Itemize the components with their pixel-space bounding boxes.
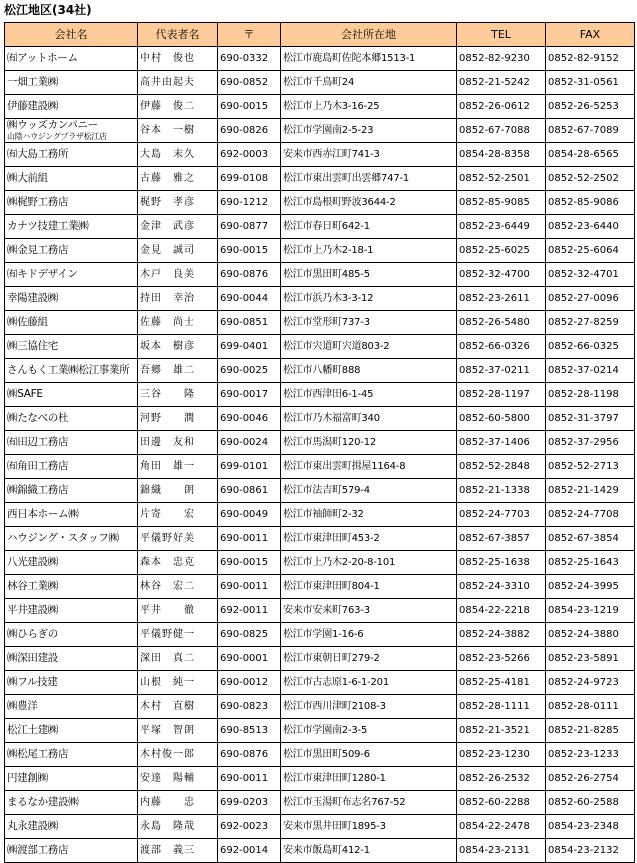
fax-cell: 0852-24-9723	[546, 671, 635, 695]
table-row	[5, 287, 635, 311]
header-representative: 代表者名	[138, 23, 218, 47]
fax-cell: 0852-24-3880	[546, 623, 635, 647]
tel-cell: 0852-37-0211	[457, 359, 546, 383]
tel-cell: 0852-52-2848	[457, 455, 546, 479]
tel-cell: 0852-28-1197	[457, 383, 546, 407]
postal-code-cell: 690-0851	[218, 311, 281, 335]
table-row	[5, 143, 635, 167]
fax-cell: 0852-67-7089	[546, 119, 635, 143]
representative-cell: 平儀野健一	[138, 623, 218, 647]
table-row	[5, 815, 635, 839]
representative-cell: 林谷 宏二	[138, 575, 218, 599]
company-name-cell: 伊藤建設㈱	[5, 95, 138, 119]
postal-code-cell: 690-0017	[218, 383, 281, 407]
tel-cell: 0852-82-9230	[457, 47, 546, 71]
fax-cell: 0852-37-0214	[546, 359, 635, 383]
tel-cell: 0854-22-2478	[457, 815, 546, 839]
company-name-cell: ㈲田辺工務店	[5, 431, 138, 455]
address-cell: 松江市袖師町2-32	[281, 503, 457, 527]
page-title: 松江地区(34社)	[4, 3, 92, 17]
table-row	[5, 431, 635, 455]
address-cell: 松江市春日町642-1	[281, 215, 457, 239]
table-row	[5, 743, 635, 767]
address-cell: 松江市法吉町579-4	[281, 479, 457, 503]
postal-code-cell: 699-0108	[218, 167, 281, 191]
fax-cell: 0852-27-8259	[546, 311, 635, 335]
company-name-cell: ㈱三協住宅	[5, 335, 138, 359]
company-name-cell	[5, 119, 138, 143]
fax-cell: 0852-27-0096	[546, 287, 635, 311]
company-name-cell: 松江土建㈱	[5, 719, 138, 743]
company-name-cell: ㈱フル技建	[5, 671, 138, 695]
address-cell: 松江市東出雲町出雲郷747-1	[281, 167, 457, 191]
representative-cell: 吾郷 雄二	[138, 359, 218, 383]
address-cell: 松江市堂形町737-3	[281, 311, 457, 335]
fax-cell: 0852-60-2588	[546, 791, 635, 815]
tel-cell: 0852-26-5480	[457, 311, 546, 335]
representative-cell: 安達 陽輔	[138, 767, 218, 791]
tel-cell: 0852-25-6025	[457, 239, 546, 263]
address-cell: 松江市上乃木2-18-1	[281, 239, 457, 263]
address-cell: 安来市飯島町412-1	[281, 839, 457, 863]
tel-cell: 0852-67-3857	[457, 527, 546, 551]
tel-cell: 0854-22-2218	[457, 599, 546, 623]
company-name-cell: ㈱ひらぎの	[5, 623, 138, 647]
postal-code-cell: 690-0044	[218, 287, 281, 311]
table-row	[5, 239, 635, 263]
address-cell: 松江市学園南2-5-23	[281, 119, 457, 143]
tel-cell: 0852-26-0612	[457, 95, 546, 119]
representative-cell: 木村 直樹	[138, 695, 218, 719]
postal-code-cell: 690-0877	[218, 215, 281, 239]
header-tel: TEL	[457, 23, 546, 47]
table-body	[5, 47, 635, 863]
representative-cell: 中村 俊也	[138, 47, 218, 71]
company-name-cell: ㈱豊洋	[5, 695, 138, 719]
fax-cell: 0852-31-0561	[546, 71, 635, 95]
address-cell: 松江市八幡町888	[281, 359, 457, 383]
address-cell: 松江市玉湯町布志名767-52	[281, 791, 457, 815]
representative-cell: 河野 潤	[138, 407, 218, 431]
representative-cell: 谷本 一樹	[138, 119, 218, 143]
table-row	[5, 119, 635, 143]
table-row	[5, 95, 635, 119]
company-table	[4, 22, 635, 863]
address-cell: 松江市西川津町2108-3	[281, 695, 457, 719]
table-row	[5, 767, 635, 791]
table-row	[5, 71, 635, 95]
representative-cell: 佐藤 尚士	[138, 311, 218, 335]
header-company-name: 会社名	[5, 23, 138, 47]
address-cell: 松江市東津田町804-1	[281, 575, 457, 599]
representative-cell: 平井 徹	[138, 599, 218, 623]
table-row	[5, 647, 635, 671]
address-cell: 松江市学園南2-3-5	[281, 719, 457, 743]
representative-cell: 木村俊一郎	[138, 743, 218, 767]
address-cell: 松江市古志原1-6-1-201	[281, 671, 457, 695]
company-name-cell: ㈱佐藤組	[5, 311, 138, 335]
representative-cell: 深田 真二	[138, 647, 218, 671]
address-cell: 松江市西津田6-1-45	[281, 383, 457, 407]
address-cell: 松江市東津田町453-2	[281, 527, 457, 551]
company-name-cell: ㈱たなべの杜	[5, 407, 138, 431]
company-name-cell: 西日本ホーム㈱	[5, 503, 138, 527]
address-cell: 松江市浜乃木3-3-12	[281, 287, 457, 311]
postal-code-cell: 690-0876	[218, 743, 281, 767]
address-cell: 松江市千鳥町24	[281, 71, 457, 95]
representative-cell: 伊藤 俊二	[138, 95, 218, 119]
company-name-cell: ㈱深田建設	[5, 647, 138, 671]
company-name-cell: 平井建設㈱	[5, 599, 138, 623]
table-row	[5, 455, 635, 479]
fax-cell: 0854-23-2348	[546, 815, 635, 839]
postal-code-cell: 690-0861	[218, 479, 281, 503]
company-name-cell: ㈱金見工務店	[5, 239, 138, 263]
company-name-cell: まるなか建設㈱	[5, 791, 138, 815]
header-postal-code: 〒	[218, 23, 281, 47]
postal-code-cell: 692-0023	[218, 815, 281, 839]
address-cell: 松江市黒田町509-6	[281, 743, 457, 767]
table-row	[5, 167, 635, 191]
tel-cell: 0852-23-5266	[457, 647, 546, 671]
fax-cell: 0852-21-1429	[546, 479, 635, 503]
tel-cell: 0852-66-0326	[457, 335, 546, 359]
tel-cell: 0854-23-2131	[457, 839, 546, 863]
company-name-cell: 幸陽建設㈱	[5, 287, 138, 311]
header-fax: FAX	[546, 23, 635, 47]
tel-cell: 0852-32-4700	[457, 263, 546, 287]
postal-code-cell: 690-0876	[218, 263, 281, 287]
table-row	[5, 671, 635, 695]
postal-code-cell: 690-0046	[218, 407, 281, 431]
postal-code-cell: 690-0049	[218, 503, 281, 527]
postal-code-cell: 690-0826	[218, 119, 281, 143]
fax-cell: 0852-28-0111	[546, 695, 635, 719]
representative-cell: 片寄 宏	[138, 503, 218, 527]
postal-code-cell: 692-0003	[218, 143, 281, 167]
tel-cell: 0852-25-4181	[457, 671, 546, 695]
table-row	[5, 215, 635, 239]
fax-cell: 0852-23-1233	[546, 743, 635, 767]
table-row	[5, 791, 635, 815]
representative-cell: 平儀野好美	[138, 527, 218, 551]
address-cell: 安来市西赤江町741-3	[281, 143, 457, 167]
table-row	[5, 599, 635, 623]
representative-cell: 内藤 忠	[138, 791, 218, 815]
tel-cell: 0852-25-1638	[457, 551, 546, 575]
postal-code-cell: 690-0332	[218, 47, 281, 71]
postal-code-cell: 690-0823	[218, 695, 281, 719]
representative-cell: 坂本 樹彦	[138, 335, 218, 359]
fax-cell: 0852-52-2502	[546, 167, 635, 191]
address-cell: 松江市上乃木2-20-8-101	[281, 551, 457, 575]
company-name-cell: 一畑工業㈱	[5, 71, 138, 95]
company-name-cell: 円建創㈱	[5, 767, 138, 791]
postal-code-cell: 690-0015	[218, 551, 281, 575]
representative-cell: 高井由起夫	[138, 71, 218, 95]
company-branch-line: 山陰ハウジングプラザ松江店	[7, 132, 107, 141]
address-cell: 安来市安来町763-3	[281, 599, 457, 623]
fax-cell: 0852-37-2956	[546, 431, 635, 455]
fax-cell: 0854-23-2132	[546, 839, 635, 863]
postal-code-cell: 690-0015	[218, 95, 281, 119]
postal-code-cell: 690-0025	[218, 359, 281, 383]
table-row	[5, 575, 635, 599]
table-row	[5, 311, 635, 335]
postal-code-cell: 690-0012	[218, 671, 281, 695]
tel-cell: 0852-24-3310	[457, 575, 546, 599]
fax-cell: 0852-26-5253	[546, 95, 635, 119]
fax-cell: 0852-28-1198	[546, 383, 635, 407]
representative-cell: 田邊 友和	[138, 431, 218, 455]
company-name-line: ㈱ウッズカンパニー	[7, 119, 98, 131]
address-cell: 松江市乃木福富町340	[281, 407, 457, 431]
representative-cell: 梶野 孝彦	[138, 191, 218, 215]
address-cell: 松江市宍道町宍道803-2	[281, 335, 457, 359]
postal-code-cell: 690-0852	[218, 71, 281, 95]
tel-cell: 0854-28-8358	[457, 143, 546, 167]
table-row	[5, 359, 635, 383]
fax-cell: 0852-85-9086	[546, 191, 635, 215]
tel-cell: 0852-21-3521	[457, 719, 546, 743]
representative-cell: 木戸 良美	[138, 263, 218, 287]
company-name-cell: ハウジング・スタッフ㈱	[5, 527, 138, 551]
postal-code-cell: 690-0015	[218, 239, 281, 263]
fax-cell: 0852-66-0325	[546, 335, 635, 359]
postal-code-cell: 690-0825	[218, 623, 281, 647]
fax-cell: 0852-82-9152	[546, 47, 635, 71]
tel-cell: 0852-60-2288	[457, 791, 546, 815]
fax-cell: 0852-52-2713	[546, 455, 635, 479]
postal-code-cell: 692-0014	[218, 839, 281, 863]
fax-cell: 0852-26-2754	[546, 767, 635, 791]
table-row	[5, 407, 635, 431]
company-name-cell: 八光建設㈱	[5, 551, 138, 575]
address-cell: 松江市鹿島町佐陀本郷1513-1	[281, 47, 457, 71]
tel-cell: 0852-24-7703	[457, 503, 546, 527]
table-row	[5, 263, 635, 287]
tel-cell: 0852-52-2501	[457, 167, 546, 191]
postal-code-cell: 690-1212	[218, 191, 281, 215]
tel-cell: 0852-37-1406	[457, 431, 546, 455]
company-name-cell: ㈱錦織工務店	[5, 479, 138, 503]
table-row	[5, 839, 635, 863]
representative-cell: 山根 純一	[138, 671, 218, 695]
tel-cell: 0852-60-5800	[457, 407, 546, 431]
fax-cell: 0852-24-3995	[546, 575, 635, 599]
fax-cell: 0852-67-3854	[546, 527, 635, 551]
postal-code-cell: 690-0011	[218, 767, 281, 791]
representative-cell: 平塚 智朗	[138, 719, 218, 743]
representative-cell: 森本 忠克	[138, 551, 218, 575]
address-cell: 松江市東津田町1280-1	[281, 767, 457, 791]
tel-cell: 0852-23-1230	[457, 743, 546, 767]
company-name-cell: ㈱大前組	[5, 167, 138, 191]
table-row	[5, 335, 635, 359]
tel-cell: 0852-21-1338	[457, 479, 546, 503]
tel-cell: 0852-23-6449	[457, 215, 546, 239]
postal-code-cell: 690-8513	[218, 719, 281, 743]
company-name-cell: 林谷工業㈱	[5, 575, 138, 599]
header-address: 会社所在地	[281, 23, 457, 47]
representative-cell: 金見 誠司	[138, 239, 218, 263]
tel-cell: 0852-28-1111	[457, 695, 546, 719]
fax-cell: 0854-28-6565	[546, 143, 635, 167]
table-row	[5, 623, 635, 647]
table-row	[5, 47, 635, 71]
representative-cell: 錦織 朗	[138, 479, 218, 503]
fax-cell: 0852-21-8285	[546, 719, 635, 743]
address-cell: 松江市上乃木3-16-25	[281, 95, 457, 119]
tel-cell: 0852-21-5242	[457, 71, 546, 95]
fax-cell: 0852-25-6064	[546, 239, 635, 263]
header-row	[5, 23, 635, 47]
fax-cell: 0852-32-4701	[546, 263, 635, 287]
postal-code-cell: 690-0024	[218, 431, 281, 455]
fax-cell: 0852-24-7708	[546, 503, 635, 527]
table-row	[5, 695, 635, 719]
company-name-cell: ㈱梶野工務店	[5, 191, 138, 215]
representative-cell: 持田 幸治	[138, 287, 218, 311]
table-row	[5, 719, 635, 743]
table-row	[5, 551, 635, 575]
fax-cell: 0852-31-3797	[546, 407, 635, 431]
address-cell: 安来市黒井田町1895-3	[281, 815, 457, 839]
table-row	[5, 383, 635, 407]
representative-cell: 渡部 義三	[138, 839, 218, 863]
tel-cell: 0852-23-2611	[457, 287, 546, 311]
company-name-cell: ㈲キドデザイン	[5, 263, 138, 287]
address-cell: 松江市馬潟町120-12	[281, 431, 457, 455]
postal-code-cell: 699-0101	[218, 455, 281, 479]
postal-code-cell: 690-0011	[218, 575, 281, 599]
company-name-cell: さんもく工業㈱松江事業所	[5, 359, 138, 383]
address-cell: 松江市島根町野波3644-2	[281, 191, 457, 215]
company-name-cell: ㈱松尾工務店	[5, 743, 138, 767]
representative-cell: 三谷 隆	[138, 383, 218, 407]
fax-cell: 0854-23-1219	[546, 599, 635, 623]
address-cell: 松江市東出雲町揖屋1164-8	[281, 455, 457, 479]
representative-cell: 古藤 雅之	[138, 167, 218, 191]
representative-cell: 金津 武彦	[138, 215, 218, 239]
company-name-cell: カナツ技建工業㈱	[5, 215, 138, 239]
tel-cell: 0852-67-7088	[457, 119, 546, 143]
postal-code-cell: 699-0203	[218, 791, 281, 815]
address-cell: 松江市東朝日町279-2	[281, 647, 457, 671]
address-cell: 松江市黒田町485-5	[281, 263, 457, 287]
company-name-cell: ㈱渡部工務店	[5, 839, 138, 863]
company-name-cell: ㈱SAFE	[5, 383, 138, 407]
representative-cell: 永島 隆哉	[138, 815, 218, 839]
fax-cell: 0852-23-6440	[546, 215, 635, 239]
tel-cell: 0852-24-3882	[457, 623, 546, 647]
table-row	[5, 479, 635, 503]
representative-cell: 角田 雄一	[138, 455, 218, 479]
table-row	[5, 527, 635, 551]
fax-cell: 0852-25-1643	[546, 551, 635, 575]
postal-code-cell: 690-0001	[218, 647, 281, 671]
postal-code-cell: 699-0401	[218, 335, 281, 359]
postal-code-cell: 690-0011	[218, 527, 281, 551]
company-name-cell: ㈲角田工務店	[5, 455, 138, 479]
tel-cell: 0852-26-2532	[457, 767, 546, 791]
representative-cell: 大島 末久	[138, 143, 218, 167]
table-row	[5, 191, 635, 215]
company-name-cell: ㈲アットホーム	[5, 47, 138, 71]
company-name-cell: ㈲大島工務所	[5, 143, 138, 167]
table-row	[5, 503, 635, 527]
tel-cell: 0852-85-9085	[457, 191, 546, 215]
postal-code-cell: 692-0011	[218, 599, 281, 623]
address-cell: 松江市学園1-16-6	[281, 623, 457, 647]
company-name-cell: 丸永建設㈱	[5, 815, 138, 839]
fax-cell: 0852-23-5891	[546, 647, 635, 671]
